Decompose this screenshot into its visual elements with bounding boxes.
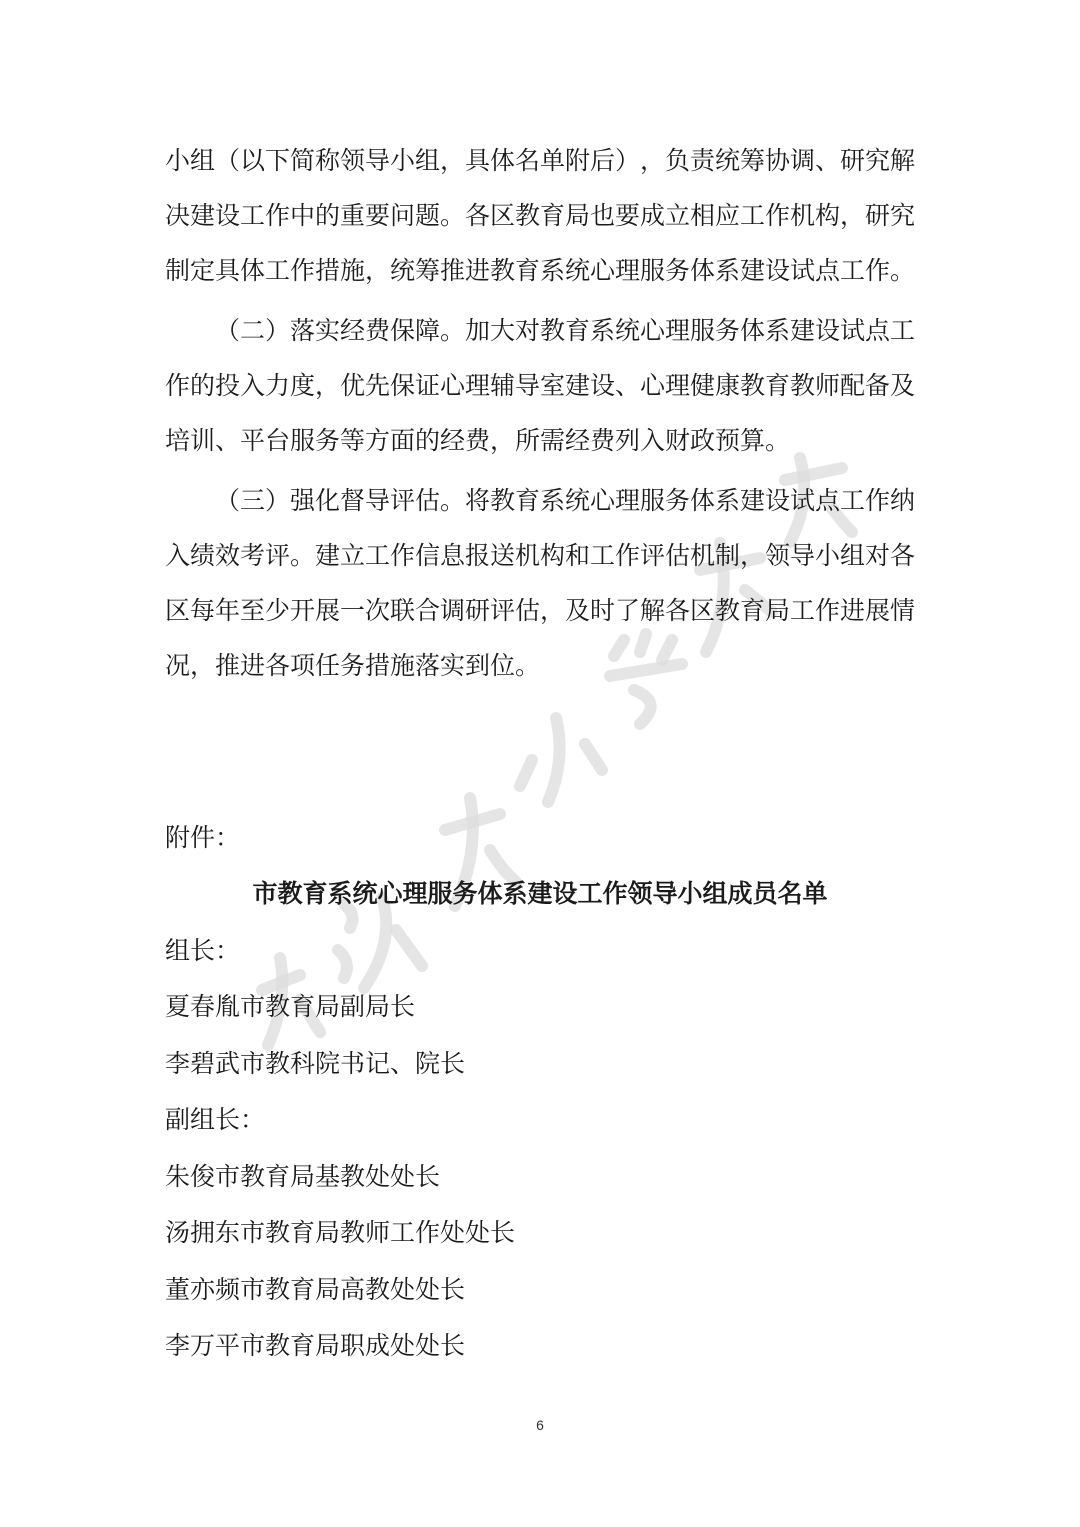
attachment-section (165, 810, 915, 1375)
paragraph-line: （三）强化督导评估。将教育系统心理服务体系建设试点工作纳 (215, 485, 916, 515)
body-text (165, 133, 915, 693)
group-member: 李碧武市教科院书记、院长 (165, 1048, 466, 1078)
paragraph-line: （二）落实经费保障。加大对教育系统心理服务体系建设试点工 (215, 315, 916, 345)
paragraph-line: 入绩效考评。建立工作信息报送机构和工作评估机制，领导小组对各 (165, 540, 916, 570)
group-heading: 副组长： (165, 1105, 266, 1134)
paragraph (165, 133, 915, 298)
paragraph-line: 培训、平台服务等方面的经费，所需经费列入财政预算。 (165, 425, 791, 455)
paragraph-line: 决建设工作中的重要问题。各区教育局也要成立相应工作机构，研究 (165, 200, 916, 230)
paragraph-line: 制定具体工作措施，统筹推进教育系统心理服务体系建设试点工作。 (165, 255, 916, 285)
paragraph (165, 303, 915, 468)
attachment-title: 市教育系统心理服务体系建设工作领导小组成员名单 (252, 879, 828, 908)
page-number: 6 (536, 1417, 544, 1433)
attachment-label: 附件： (165, 822, 241, 852)
group-member: 朱俊市教育局基教处处长 (165, 1161, 441, 1191)
paragraph-line: 小组（以下简称领导小组，具体名单附后），负责统筹协调、研究解 (165, 145, 916, 175)
group-member: 李万平市教育局职成处处长 (165, 1331, 466, 1360)
group-heading: 组长： (165, 935, 241, 965)
paragraph-line: 作的投入力度，优先保证心理辅导室建设、心理健康教育教师配备及 (165, 370, 916, 400)
paragraph (165, 473, 915, 693)
paragraph-line: 况，推进各项任务措施落实到位。 (165, 650, 541, 680)
group-member: 汤拥东市教育局教师工作处处长 (165, 1218, 516, 1247)
group-member: 董亦频市教育局高教处处长 (165, 1274, 466, 1304)
paragraph-line: 区每年至少开展一次联合调研评估，及时了解各区教育局工作进展情 (165, 595, 916, 625)
group-member: 夏春胤市教育局副局长 (165, 992, 416, 1021)
